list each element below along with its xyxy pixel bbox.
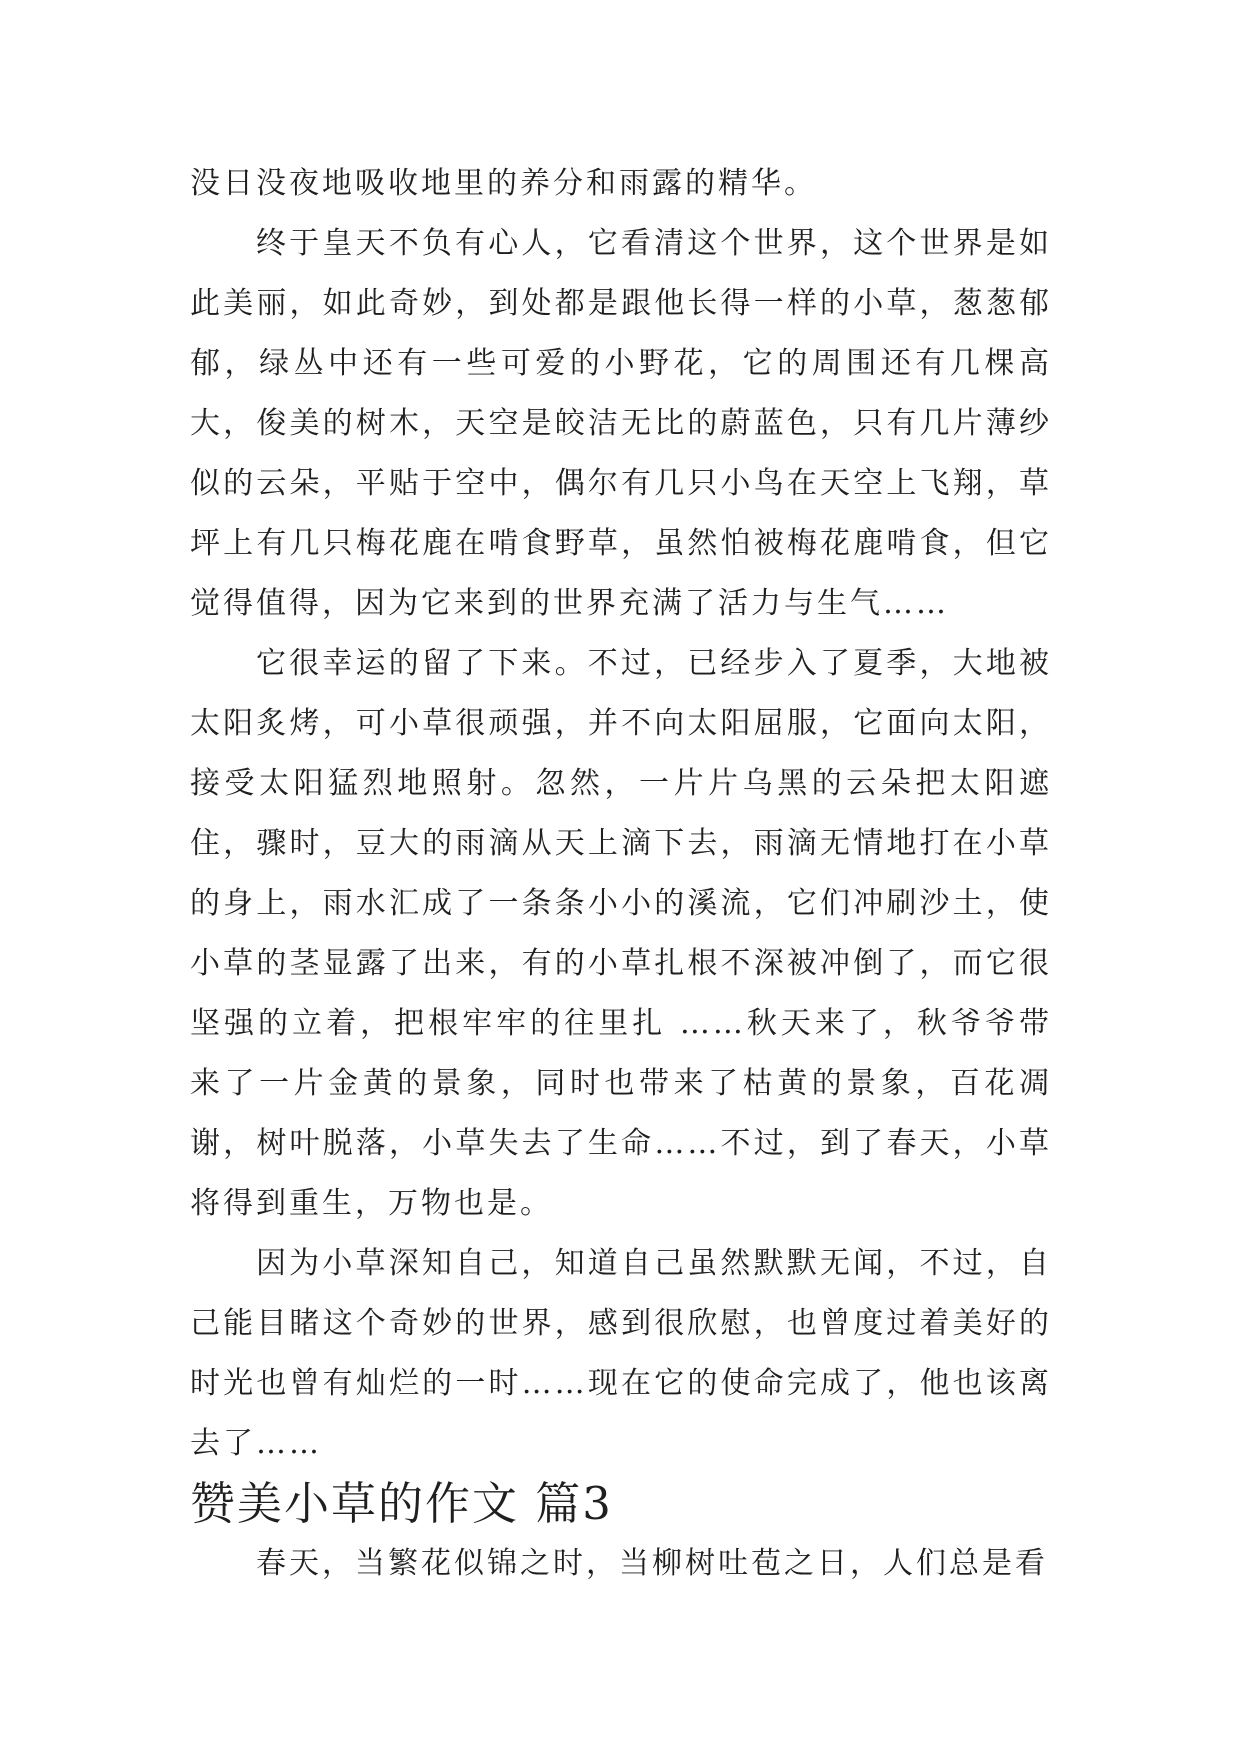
paragraph-mission: 因为小草深知自己，知道自己虽然默默无闻，不过，自己能目睹这个奇妙的世界，感到很欣慰，也曾度过着美好的时光也曾有灿烂的一时……现在它的使命完成了，他也该离去了……: [190, 1246, 1052, 1461]
paragraph-continuation: 没日没夜地吸收地里的养分和雨露的精华。: [190, 166, 817, 201]
document-body: [190, 154, 1052, 1594]
section-heading: 赞美小草的作文 篇3: [190, 1477, 613, 1530]
paragraph-seasons: 它很幸运的留了下来。不过，已经步入了夏季，大地被太阳炙烤，可小草很顽强，并不向太阳屈服，它面向太阳，接受太阳猛烈地照射。忽然，一片片乌黑的云朵把太阳遮住，骤时，豆大的雨滴从天上滴下去，雨滴无情地打在小草的身上，雨水汇成了一条条小小的溪流，它们冲刷沙土，使小草的茎显露了出来，有的小草扎根不深被冲倒了，而它很坚强的立着，把根牢牢的往里扎 ……秋天来了，秋爷爷带来了一片金黄的景象，同时也带来了枯黄的景象，百花凋谢，树叶脱落，小草失去了生命……不过，到了春天，小草将得到重生，万物也是。: [190, 646, 1052, 1221]
paragraph-world-view: 终于皇天不负有心人，它看清这个世界，这个世界是如此美丽，如此奇妙，到处都是跟他长得一样的小草，葱葱郁郁，绿丛中还有一些可爱的小野花，它的周围还有几棵高大，俊美的树木，天空是皎洁无比的蔚蓝色，只有几片薄纱似的云朵，平贴于空中，偶尔有几只小鸟在天空上飞翔，草坪上有几只梅花鹿在啃食野草，虽然怕被梅花鹿啃食，但它觉得值得，因为它来到的世界充满了活力与生气……: [190, 226, 1052, 621]
paragraph-spring-start: 春天，当繁花似锦之时，当柳树吐苞之日，人们总是看: [256, 1546, 1048, 1581]
